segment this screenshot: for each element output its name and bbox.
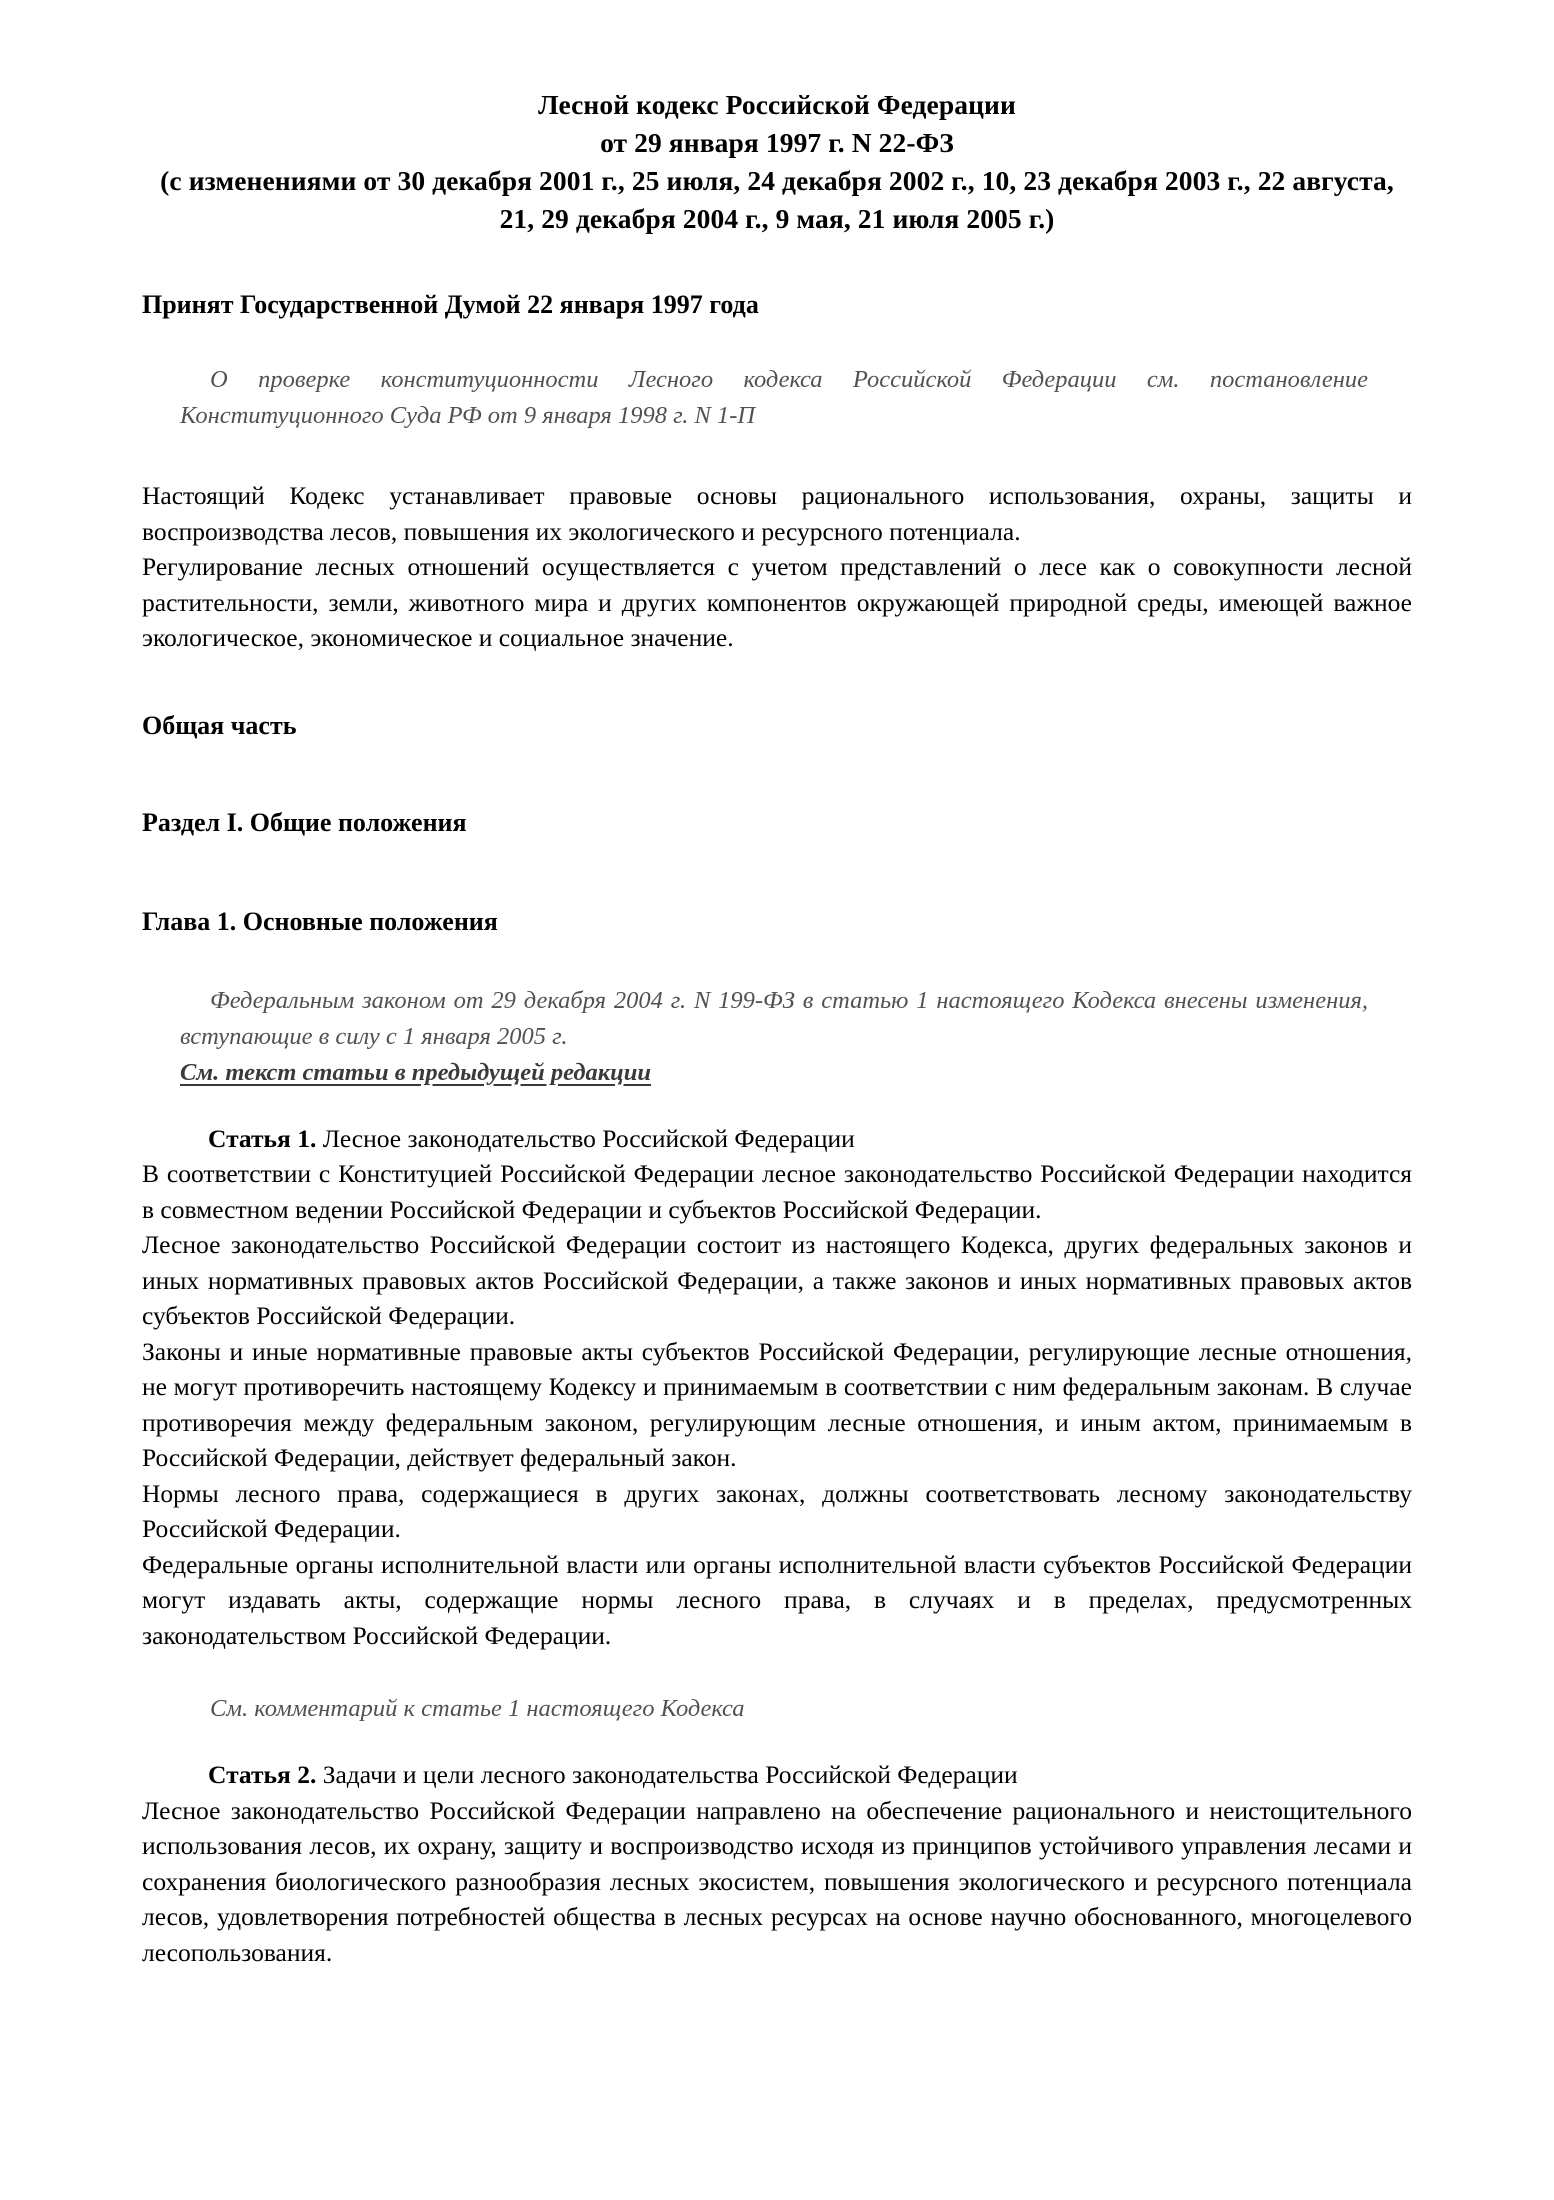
document-title-line-1: Лесной кодекс Российской Федерации bbox=[538, 89, 1016, 120]
article-1-paragraph-1: В соответствии с Конституцией Российской Федерации лесное законодательство Российской Федерации находится в совместном ведении Российской Федерации и субъектов Российской Федерации. bbox=[142, 1159, 1412, 1224]
document-body bbox=[142, 86, 1412, 1970]
preamble-paragraph-2: Регулирование лесных отношений осуществляется с учетом представлений о лесе как о совокупности лесной растительности, земли, животного мира и других компонентов окружающей природной среды, имеющей важное экологическое, экономическое и социальное значение. bbox=[142, 552, 1412, 652]
article-1-comment-block bbox=[142, 1691, 1412, 1727]
article-1-paragraph-5: Федеральные органы исполнительной власти или органы исполнительной власти субъектов Российской Федерации могут издавать акты, содержащие нормы лесного права, в случаях и в пределах, предусмотренных законодательством Российской Федерации. bbox=[142, 1549, 1412, 1650]
preamble-block bbox=[142, 478, 1412, 656]
article-2-paragraph-1: Лесное законодательство Российской Федерации направлено на обеспечение рационального и неистощительного использования лесов, их охрану, защиту и воспроизводство исходя из принципов устойчивого управления лесами и сохранения биологического разнообразия лесных экосистем, повышения экологического и ресурсного потенциала лесов, удовлетворения потребностей общества в лесных ресурсах на основе научно обоснованного, многоцелевого лесопользования. bbox=[142, 1795, 1412, 1967]
article-2-marker: Статья 2. bbox=[208, 1760, 317, 1789]
part-heading: Общая часть bbox=[142, 710, 297, 740]
document-title-block bbox=[142, 86, 1412, 238]
article-1-comment-note[interactable]: См. комментарий к статье 1 настоящего Кодекса bbox=[210, 1695, 745, 1722]
constitutional-note[interactable]: О проверке конституционности Лесного кодекса Российской Федерации см. постановление Конституционного Суда РФ от 9 января 1998 г. N 1-П bbox=[180, 366, 1368, 429]
article-1-paragraph-2: Лесное законодательство Российской Федерации состоит из настоящего Кодекса, других федеральных законов и иных нормативных правовых актов Российской Федерации, а также законов и иных нормативных правовых актов субъектов Российской Федерации. bbox=[142, 1230, 1412, 1330]
article-1-paragraph-4: Нормы лесного права, содержащиеся в других законах, должны соответствовать лесному законодательству Российской Федерации. bbox=[142, 1478, 1412, 1543]
article-1-marker: Статья 1. bbox=[208, 1123, 317, 1153]
article-1-block bbox=[142, 1121, 1412, 1654]
document-title-amendments: (с изменениями от 30 декабря 2001 г., 25 июля, 24 декабря 2002 г., 10, 23 декабря 2003 г., 22 августа, 21, 29 декабря 2004 г., 9 мая, 21 июля 2005 г.) bbox=[160, 165, 1394, 234]
amendment-note-block bbox=[142, 983, 1412, 1091]
constitutional-note-block bbox=[142, 362, 1412, 434]
section-heading: Раздел I. Общие положения bbox=[142, 807, 467, 837]
article-1-title-text: Лесное законодательство Российской Федерации bbox=[316, 1123, 855, 1153]
article-1-title bbox=[142, 1121, 1412, 1157]
article-2-title-text: Задачи и цели лесного законодательства Российской Федерации bbox=[316, 1760, 1018, 1789]
article-2-title bbox=[142, 1757, 1412, 1793]
article-1-paragraph-3: Законы и иные нормативные правовые акты субъектов Российской Федерации, регулирующие лесные отношения, не могут противоречить настоящему Кодексу и принимаемым в соответствии с ним федеральным законам. В случае противоречия между федеральным законом, регулирующим лесные отношения, и иным актом, принимаемым в Российской Федерации, действует федеральный закон. bbox=[142, 1336, 1412, 1472]
adopted-by-line: Принят Государственной Думой 22 января 1997 года bbox=[142, 290, 759, 319]
article-2-block bbox=[142, 1757, 1412, 1970]
document-title-line-2: от 29 января 1997 г. N 22-ФЗ bbox=[600, 127, 954, 158]
amendment-note: Федеральным законом от 29 декабря 2004 г. N 199-ФЗ в статью 1 настоящего Кодекса внесены изменения, вступающие в силу с 1 января 2005 г. bbox=[180, 986, 1368, 1050]
previous-edition-link[interactable]: См. текст статьи в предыдущей редакции bbox=[180, 1058, 652, 1086]
preamble-paragraph-1: Настоящий Кодекс устанавливает правовые основы рационального использования, охраны, защиты и воспроизводства лесов, повышения их экологического и ресурсного потенциала. bbox=[142, 481, 1412, 546]
chapter-heading: Глава 1. Основные положения bbox=[142, 906, 498, 936]
